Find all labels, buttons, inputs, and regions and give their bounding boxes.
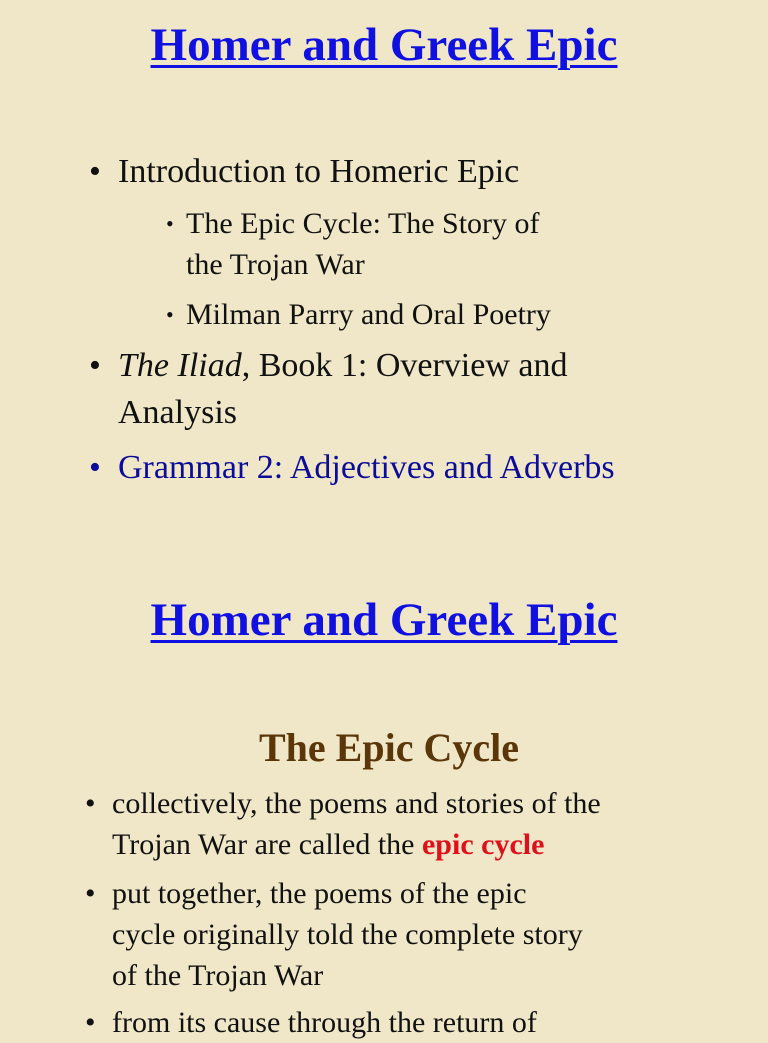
- bullet-text: Introduction to Homeric Epic: [118, 153, 520, 190]
- bullet-intro-homeric-epic: [89, 148, 520, 195]
- bullet-line: cycle originally told the complete story: [112, 918, 583, 951]
- bullet-grammar-2: [89, 444, 615, 491]
- bullet-dot: •: [166, 302, 174, 327]
- slide2-subtitle: The Epic Cycle: [259, 725, 519, 770]
- bullet-dot: •: [89, 347, 101, 384]
- subbullet-line: the Trojan War: [186, 248, 365, 281]
- subbullet-text: Milman Parry and Oral Poetry: [186, 298, 551, 331]
- bullet-line: put together, the poems of the epic: [112, 877, 527, 910]
- bullet-text: Grammar 2: Adjectives and Adverbs: [118, 449, 615, 486]
- bullet-text: , Book 1: Overview and: [241, 347, 568, 384]
- bullet-line: from its cause through the return of: [112, 1006, 537, 1039]
- slide2-title-link[interactable]: Homer and Greek Epic: [150, 594, 618, 646]
- bullet-iliad-book1: [89, 342, 568, 436]
- bullet-line: collectively, the poems and stories of the: [112, 787, 601, 820]
- bullet-dot: •: [166, 211, 174, 236]
- bullet-dot: •: [85, 877, 96, 910]
- bullet-line: Trojan War are called the: [112, 828, 422, 861]
- subbullet-line: The Epic Cycle: The Story of: [186, 207, 540, 240]
- bullet-dot: •: [89, 449, 101, 486]
- bullet-put-together: [85, 873, 583, 996]
- iliad-title: The Iliad: [118, 347, 242, 384]
- bullet-dot: •: [85, 787, 96, 820]
- subbullet-milman-parry: [166, 294, 551, 335]
- slide1-title-link[interactable]: Homer and Greek Epic: [150, 19, 618, 71]
- bullet-collectively: [85, 783, 601, 865]
- subbullet-epic-cycle: [166, 203, 540, 285]
- epic-cycle-emphasis: epic cycle: [421, 828, 545, 861]
- bullet-line: of the Trojan War: [112, 959, 324, 992]
- bullet-dot: •: [85, 1006, 96, 1039]
- bullet-from-its-cause: [85, 1002, 537, 1043]
- bullet-text-line2: Analysis: [118, 394, 237, 431]
- bullet-dot: •: [89, 153, 101, 190]
